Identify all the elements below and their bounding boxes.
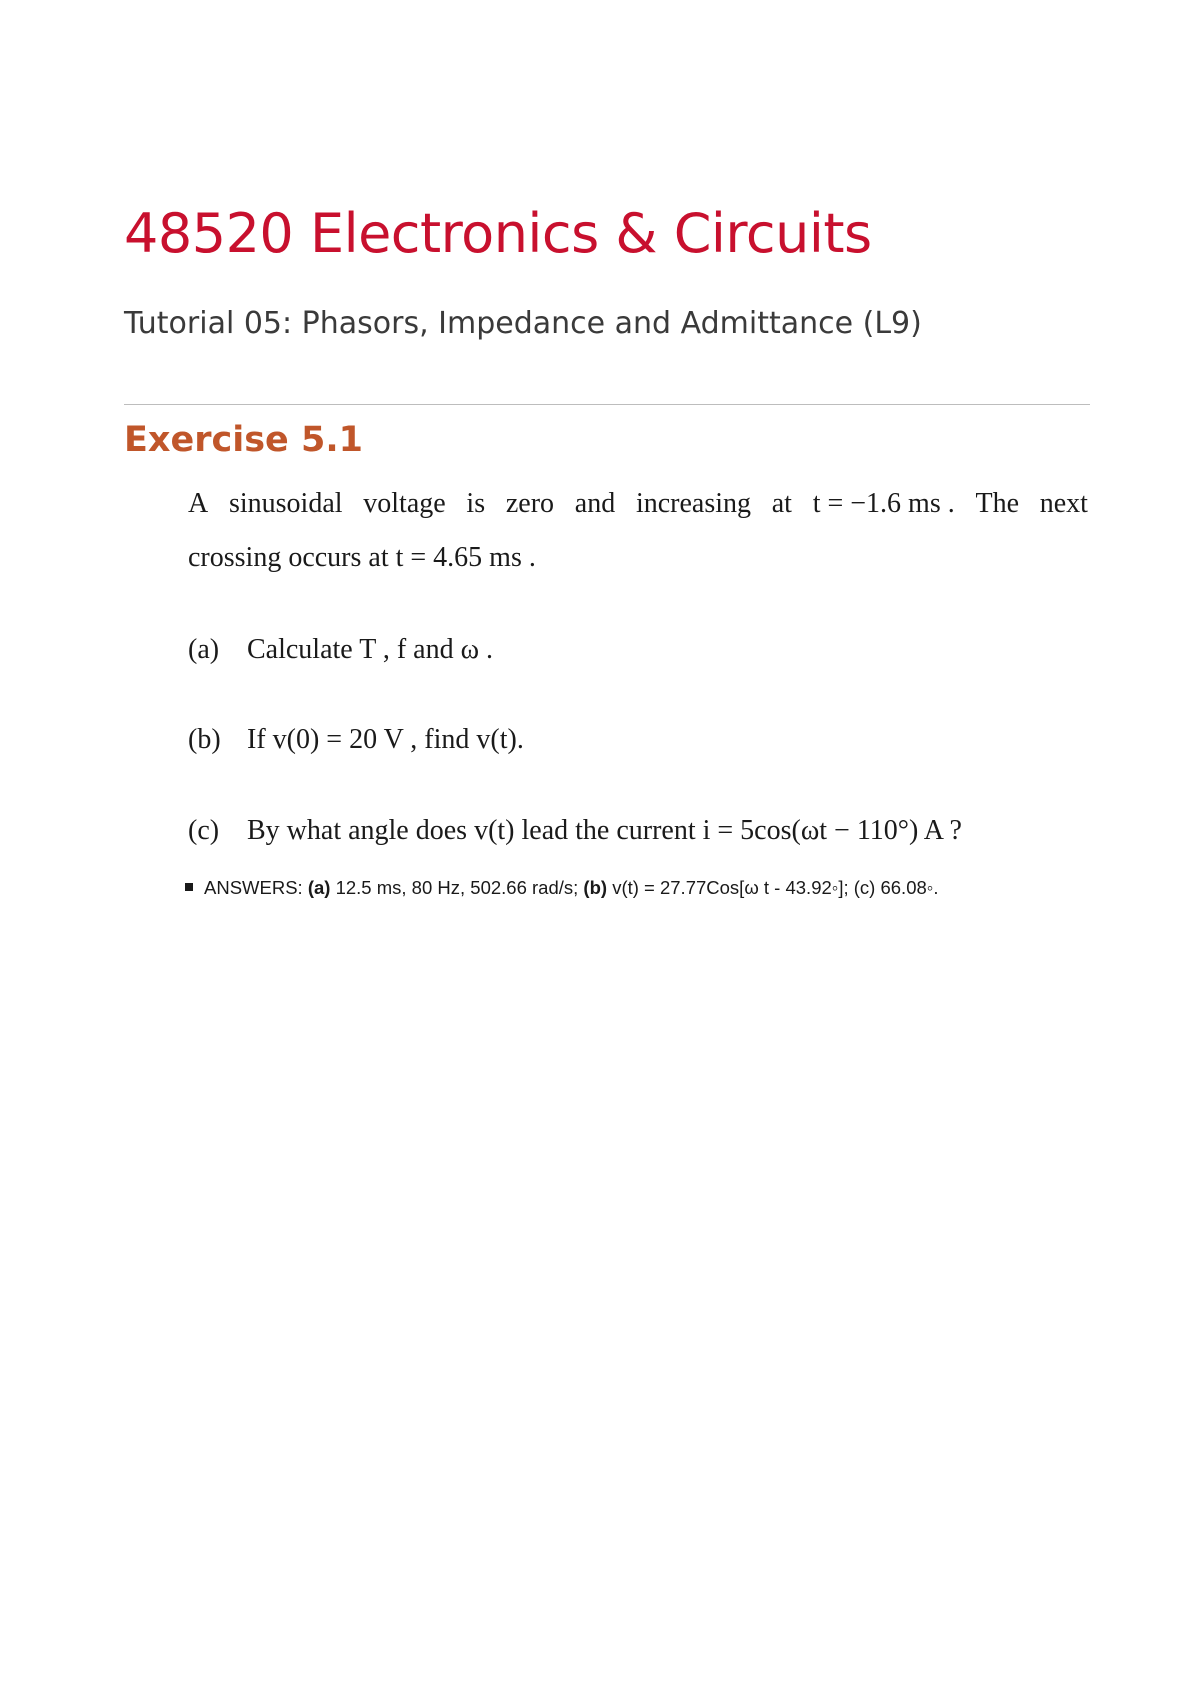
intro-word: zero [505, 488, 555, 519]
part-c-text: By what angle does v(t) lead the current i = 5cos(ωt − 110°) A ? [247, 815, 962, 846]
part-a-text: Calculate T , f and ω . [247, 634, 493, 665]
part-b-text: If v(0) = 20 V , find v(t). [247, 724, 524, 755]
part-b-label: (b) [188, 724, 221, 755]
answer-b-text: v(t) = 27.77Cos[ω t - 43.92◦]; [612, 877, 849, 898]
intro-word: is [466, 488, 486, 519]
intro-word: A [188, 488, 209, 519]
problem-intro-line-2: crossing occurs at t = 4.65 ms . [188, 542, 536, 573]
course-title: 48520 Electronics & Circuits [124, 202, 872, 265]
intro-word: voltage [363, 488, 446, 519]
bullet-square-icon [185, 883, 193, 891]
horizontal-divider [124, 404, 1090, 405]
part-b [188, 724, 524, 756]
answers-line [204, 877, 938, 899]
part-c [188, 815, 962, 847]
answer-a-label: (a) [307, 877, 331, 898]
answer-c-text: (c) 66.08◦. [853, 877, 939, 898]
intro-word: increasing [635, 488, 751, 519]
part-a-label: (a) [188, 634, 220, 665]
intro-word: The [975, 488, 1019, 519]
answer-a-text: 12.5 ms, 80 Hz, 502.66 rad/s; [335, 877, 579, 898]
intro-word: and [574, 488, 616, 519]
answers-prefix: ANSWERS: [204, 877, 303, 898]
tutorial-subtitle: Tutorial 05: Phasors, Impedance and Admittance (L9) [124, 306, 922, 341]
part-c-label: (c) [188, 815, 220, 846]
answer-b-label: (b) [583, 877, 608, 898]
intro-word: sinusoidal [228, 488, 343, 519]
intro-word: at [771, 488, 792, 519]
part-a [188, 634, 493, 666]
exercise-heading: Exercise 5.1 [124, 420, 363, 460]
problem-intro-line-1 [188, 488, 1088, 520]
intro-equation: t = −1.6 ms . [812, 488, 955, 519]
intro-word: next [1039, 488, 1088, 519]
